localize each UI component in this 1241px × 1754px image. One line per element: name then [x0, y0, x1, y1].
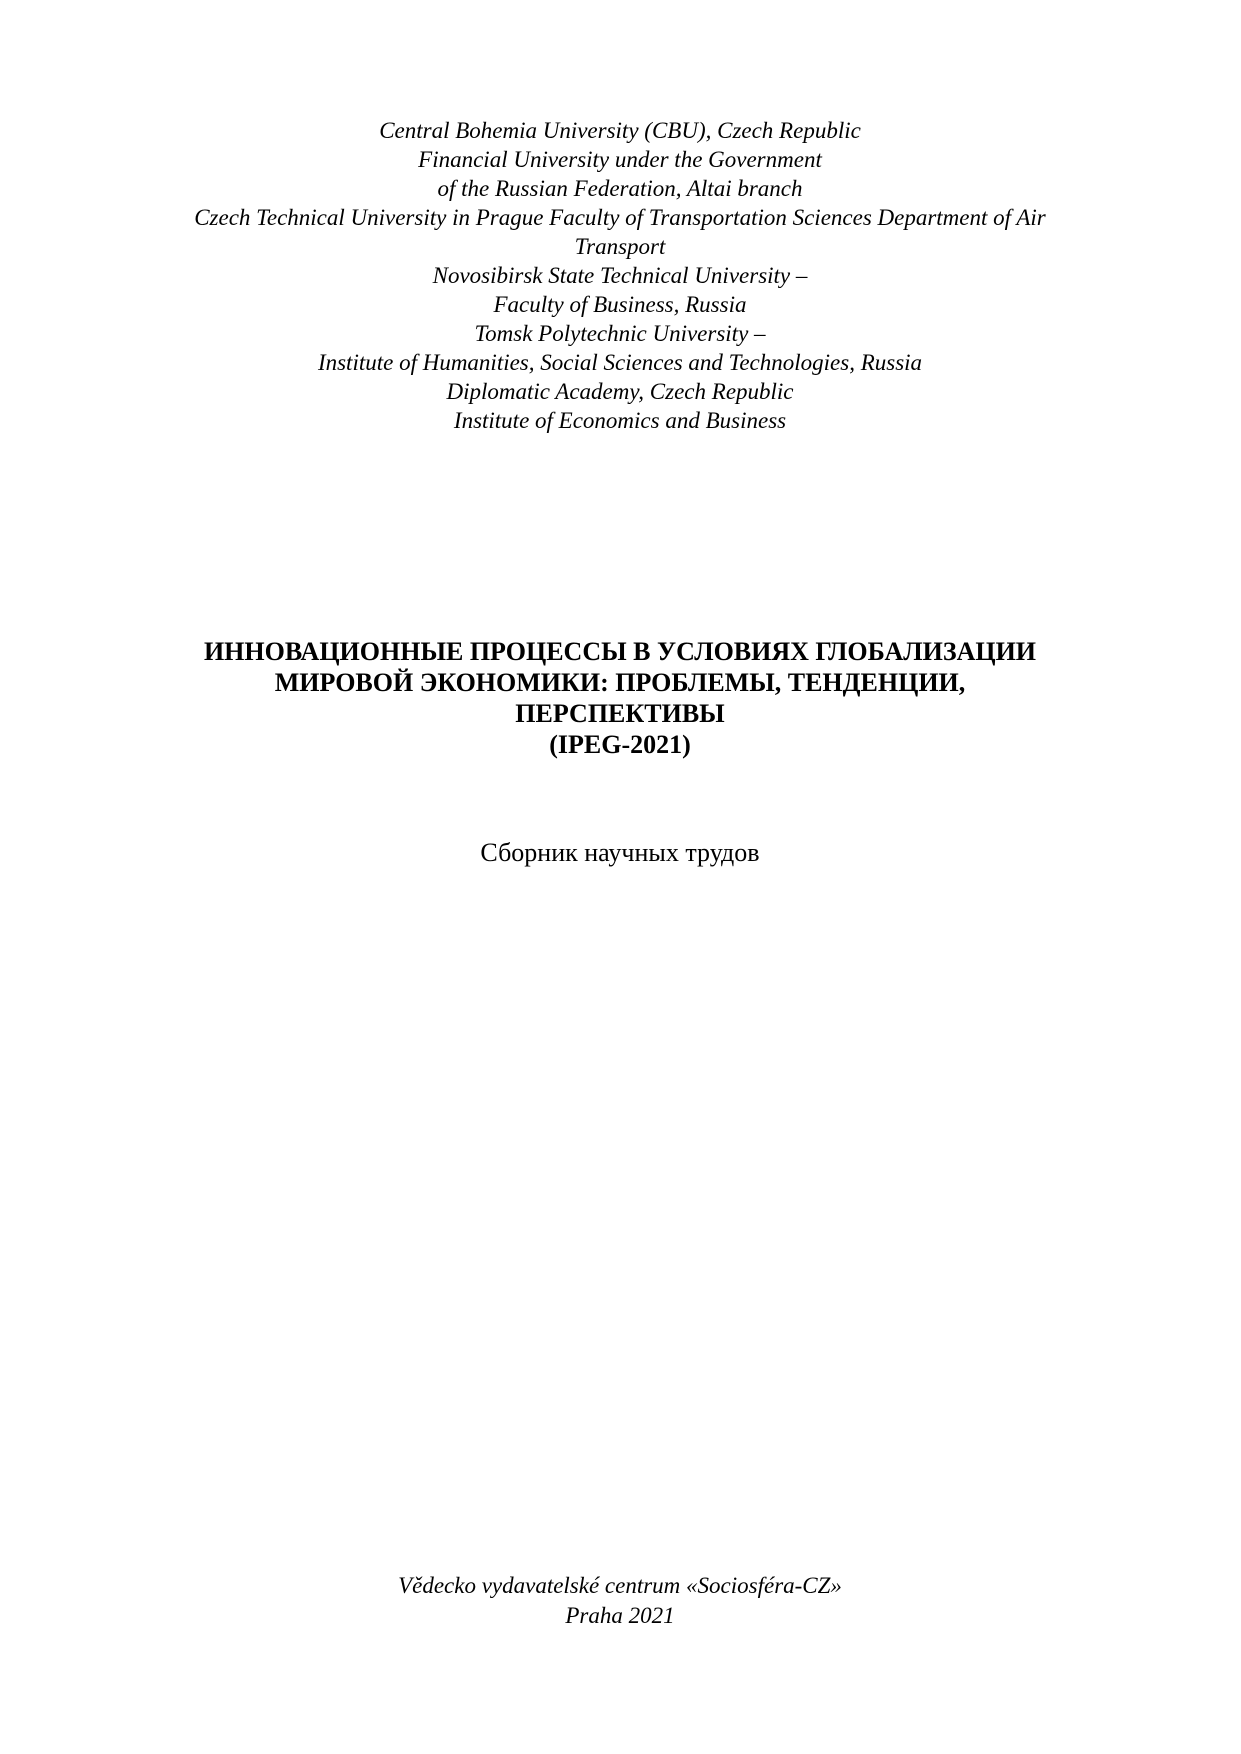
institution-line: Institute of Humanities, Social Sciences and Technologies, Russia: [317, 350, 923, 375]
institution-line: of the Russian Federation, Altai branch: [437, 176, 803, 201]
institution-line: Transport: [574, 234, 666, 259]
publisher-name: Vědecko vydavatelské centrum «Sociosféra-CZ»: [398, 1573, 842, 1598]
institution-line: Novosibirsk State Technical University –: [432, 263, 808, 288]
institution-line: Tomsk Polytechnic University –: [474, 321, 766, 346]
institution-line: Czech Technical University in Prague Faculty of Transportation Sciences Department of Air: [194, 205, 1046, 230]
title-line: ПЕРСПЕКТИВЫ: [515, 699, 725, 728]
institutions-list: [140, 116, 1100, 435]
institution-line: Diplomatic Academy, Czech Republic: [446, 379, 794, 404]
publisher-block: [120, 1571, 1120, 1631]
title-line: (IPEG-2021): [549, 730, 691, 759]
institution-line: Financial University under the Government: [418, 147, 822, 172]
document-subtitle: Сборник научных трудов: [480, 838, 760, 867]
document-title: [120, 636, 1120, 760]
institution-line: Faculty of Business, Russia: [493, 292, 747, 317]
title-line: ИННОВАЦИОННЫЕ ПРОЦЕССЫ В УСЛОВИЯХ ГЛОБАЛИЗАЦИИ: [203, 637, 1037, 666]
title-line: МИРОВОЙ ЭКОНОМИКИ: ПРОБЛЕМЫ, ТЕНДЕНЦИИ,: [274, 668, 966, 697]
institution-line: Central Bohemia University (CBU), Czech Republic: [379, 118, 861, 143]
institution-line: Institute of Economics and Business: [453, 408, 787, 433]
publisher-place-year: Praha 2021: [565, 1603, 675, 1628]
